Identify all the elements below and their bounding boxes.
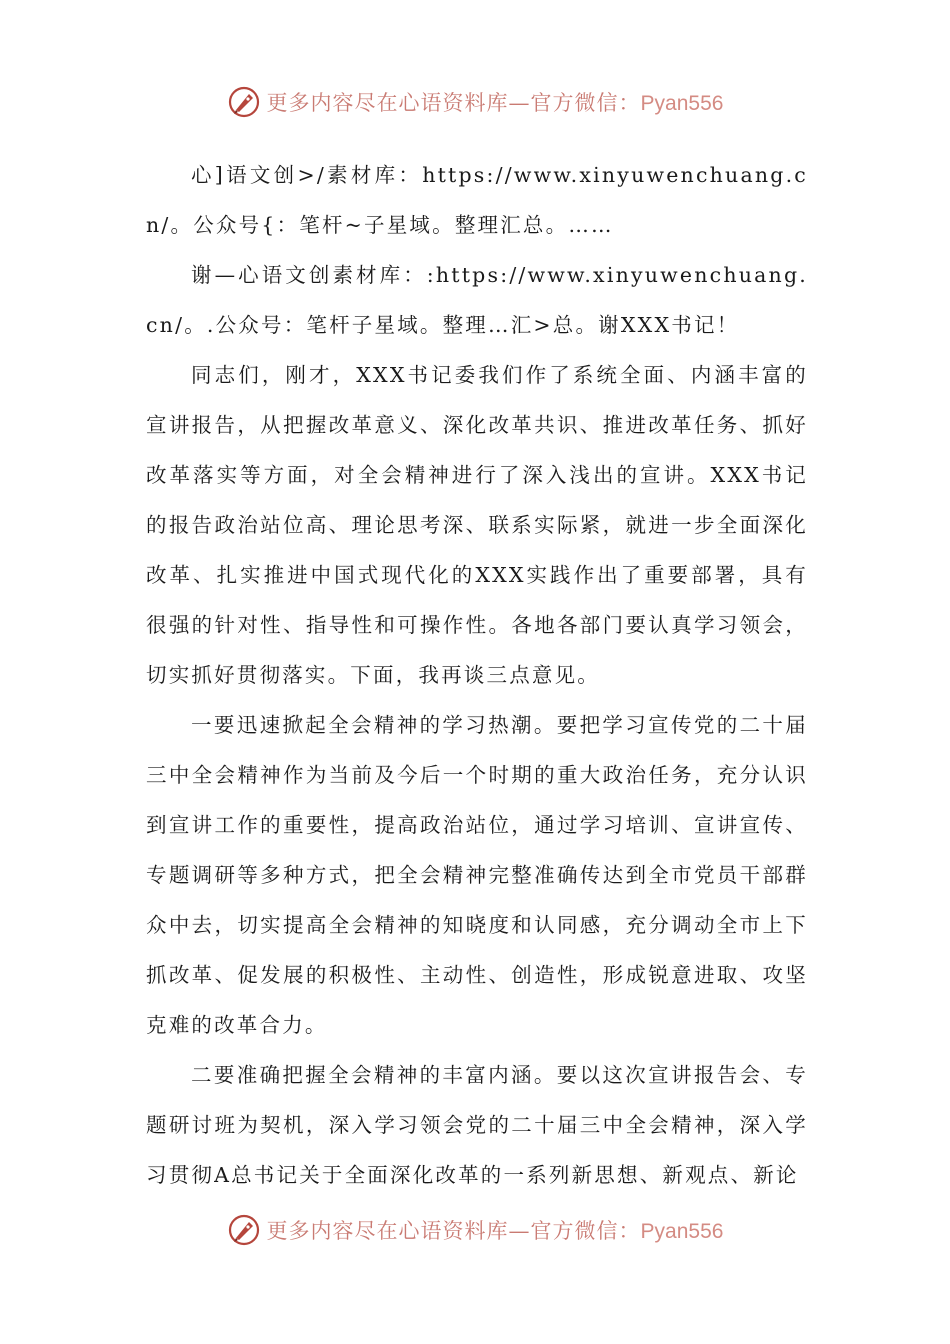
pen-nib-circle-icon bbox=[227, 1213, 261, 1247]
footer-watermark bbox=[0, 1210, 950, 1250]
pen-nib-circle-icon bbox=[227, 85, 261, 119]
paragraph-3: 同志们，刚才，XXX书记委我们作了系统全面、内涵丰富的宣讲报告，从把握改革意义、深化改革共识、推进改革任务、抓好改革落实等方面，对全会精神进行了深入浅出的宣讲。XXX书记的报告政治站位高、理论思考深、联系实际紧，就进一步全面深化改革、扎实推进中国式现代化的XXX实践作出了重要部署，具有很强的针对性、指导性和可操作性。各地各部门要认真学习领会，切实抓好贯彻落实。下面，我再谈三点意见。 bbox=[146, 363, 808, 687]
watermark-text bbox=[267, 87, 724, 117]
paragraph-5: 二要准确把握全会精神的丰富内涵。要以这次宣讲报告会、专题研讨班为契机，深入学习领会党的二十届三中全会精神，深入学习贯彻A总书记关于全面深化改革的一系列新思想、新观点、新论 bbox=[146, 1063, 808, 1187]
header-watermark bbox=[0, 82, 950, 122]
document-body bbox=[146, 150, 808, 1200]
paragraph-4: 一要迅速掀起全会精神的学习热潮。要把学习宣传党的二十届三中全会精神作为当前及今后一个时期的重大政治任务，充分认识到宣讲工作的重要性，提高政治站位，通过学习培训、宣讲宣传、专题调研等多种方式，把全会精神完整准确传达到全市党员干部群众中去，切实提高全会精神的知晓度和认同感，充分调动全市上下抓改革、促发展的积极性、主动性、创造性，形成锐意进取、攻坚克难的改革合力。 bbox=[146, 713, 808, 1037]
paragraph-2: 谢—心语文创素材库：:https://www.xinyuwenchuang.cn/。.公众号：笔杆子星域。整理…汇>总。谢XXX书记！ bbox=[146, 263, 808, 337]
paragraph-1: 心]语文创>/素材库：https://www.xinyuwenchuang.cn/。公众号{：笔杆~子星域。整理汇总。…… bbox=[146, 163, 808, 237]
watermark-label: 更多内容尽在心语资料库—官方微信： bbox=[266, 91, 641, 115]
watermark-text bbox=[267, 1215, 724, 1245]
watermark-wechat-id: Pyan556 bbox=[640, 1220, 724, 1243]
watermark-wechat-id: Pyan556 bbox=[640, 92, 724, 115]
watermark-label: 更多内容尽在心语资料库—官方微信： bbox=[266, 1219, 641, 1243]
